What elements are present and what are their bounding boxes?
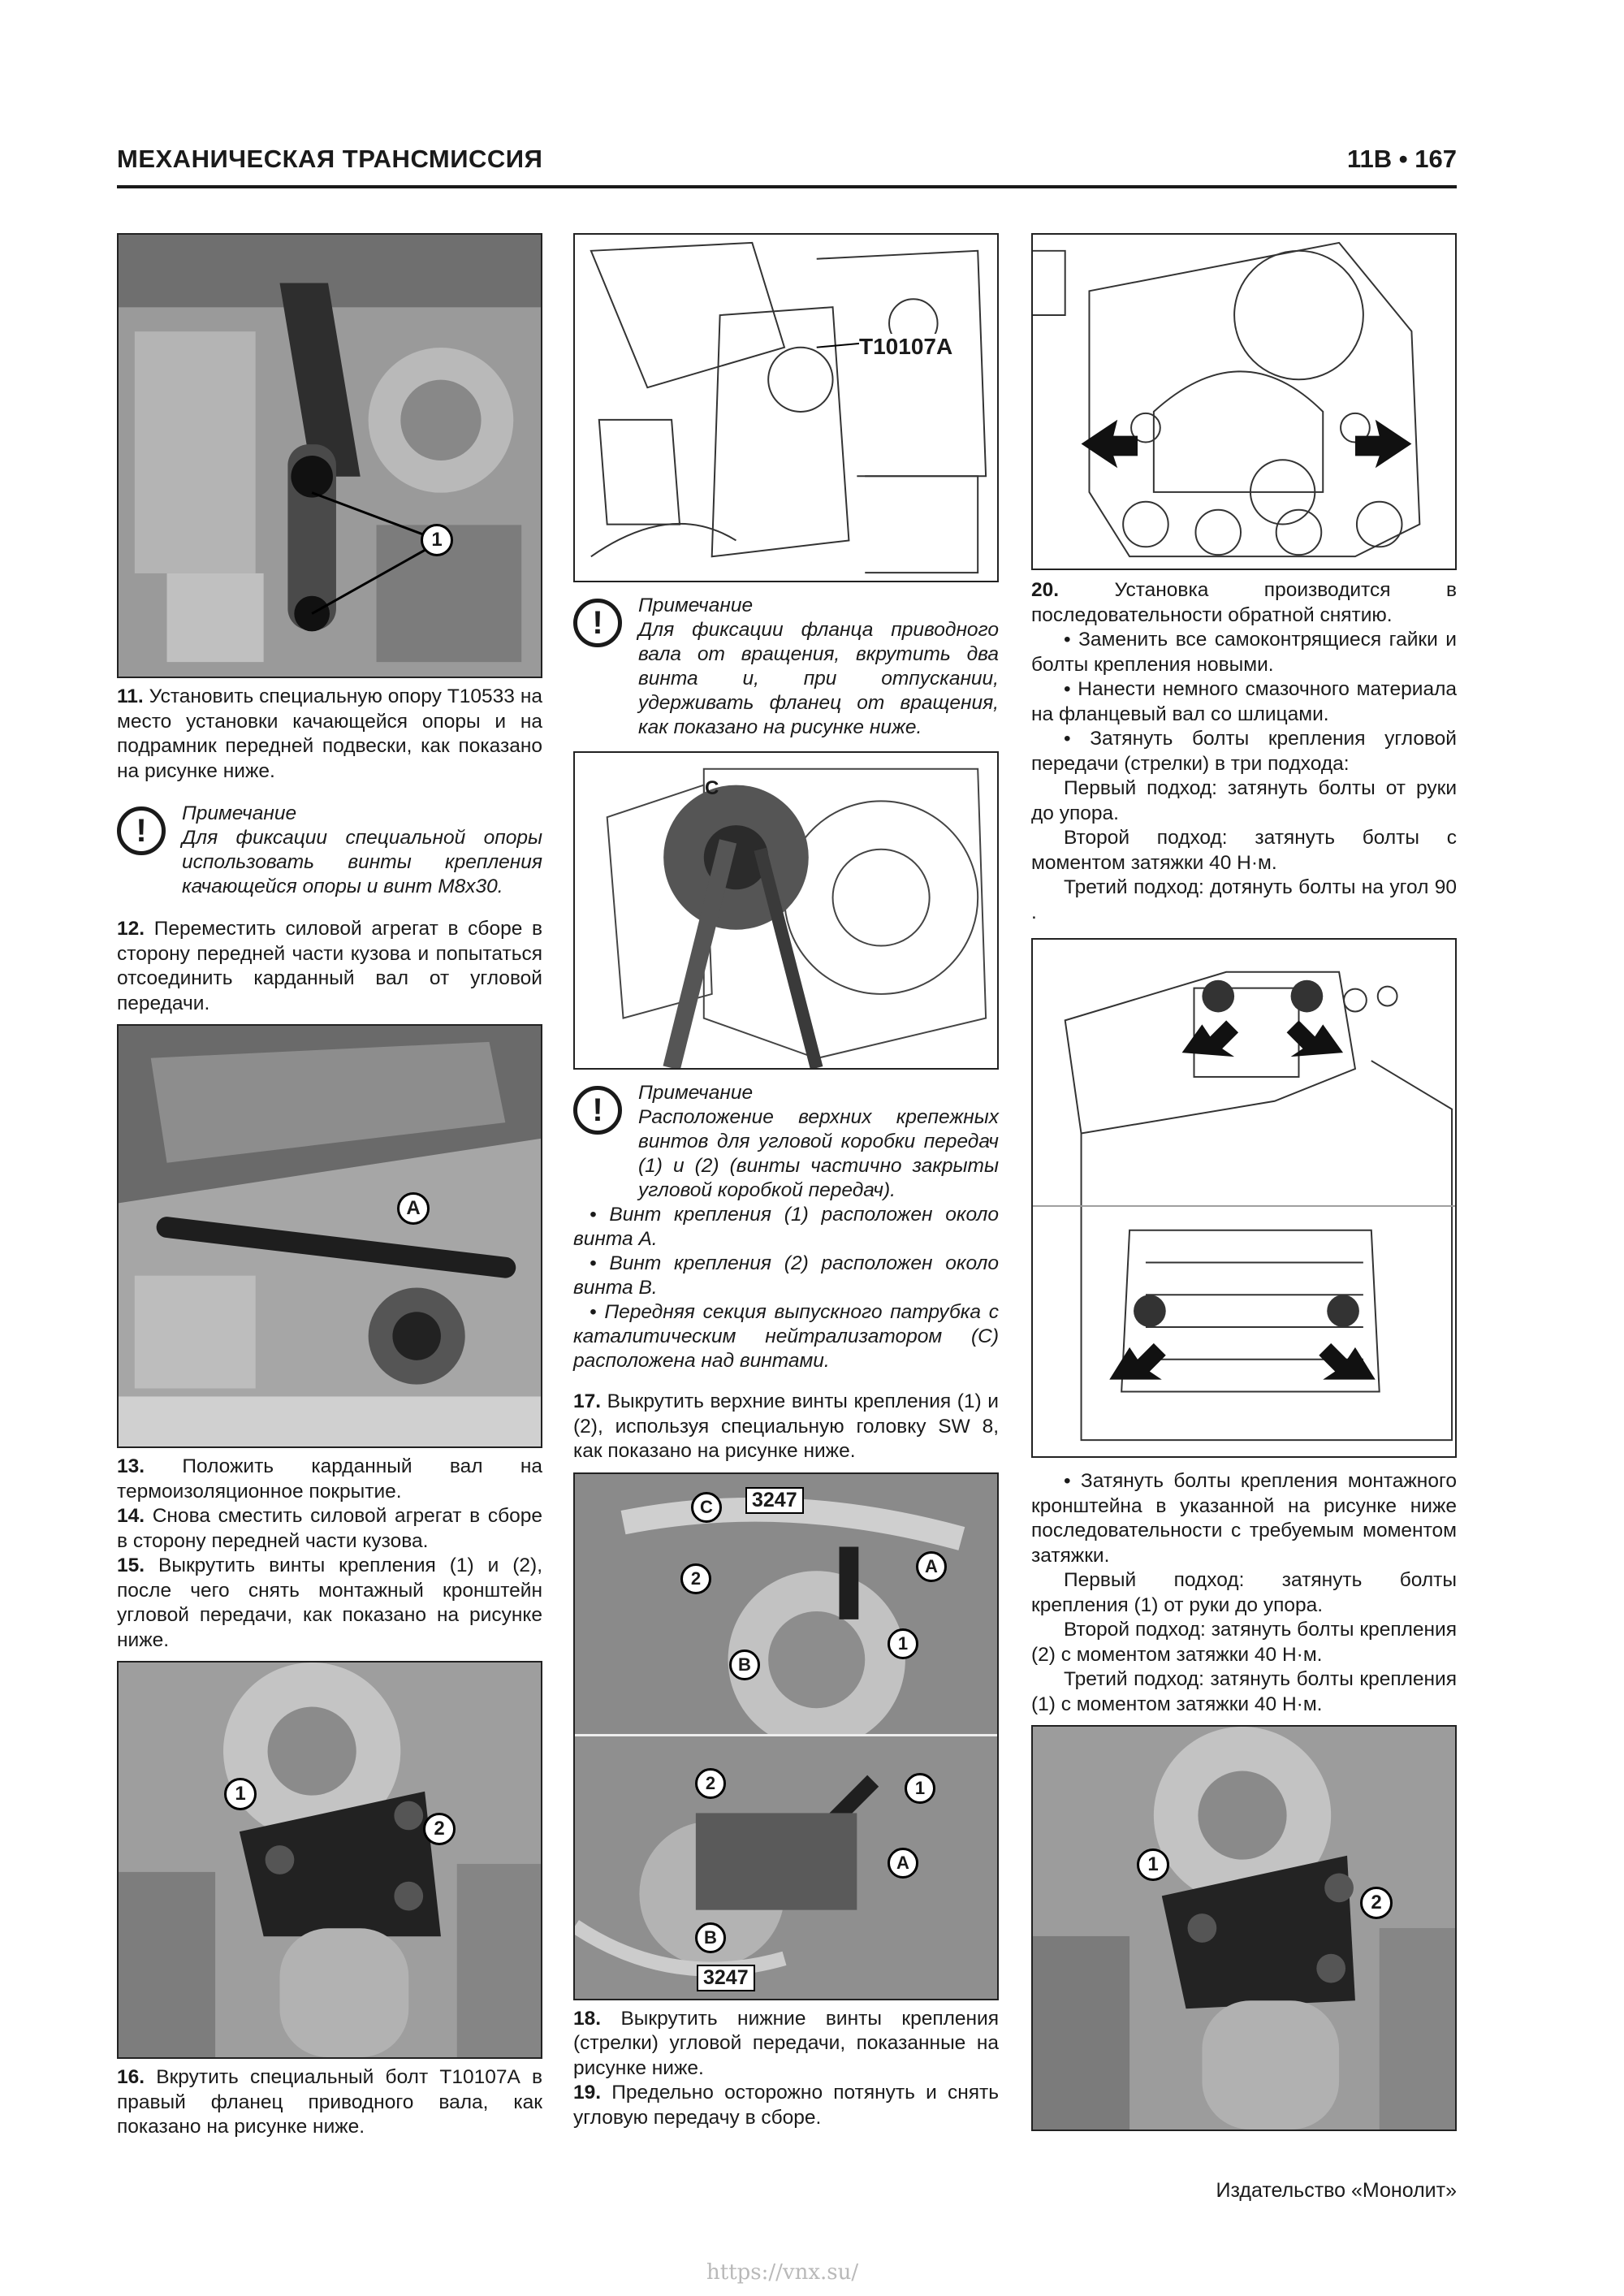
callout-2: 2 (680, 1563, 711, 1594)
header-rule (117, 185, 1457, 188)
step-19: 19. Предельно осторожно потянуть и снять угловую передачу в сборе. (573, 2082, 999, 2129)
callout-a: A (916, 1551, 947, 1582)
callout-1: 1 (1137, 1848, 1169, 1881)
note-1 (117, 802, 542, 899)
callout-c: C (705, 777, 719, 799)
step-12: 12. Переместить силовой агрегат в сборе в сторону передней части кузова и попытаться отсоединить карданный вал от угловой передачи. (117, 918, 542, 1014)
note-3 (573, 1081, 999, 1373)
callout-b: B (695, 1922, 726, 1953)
callout-a: A (888, 1848, 918, 1879)
note-3-text: Расположение верхних крепежных винтов для угловой коробки передач (1) и (2) (винты частично закрыты угловой коробкой передач). (638, 1106, 999, 1201)
figure-special-bolt (573, 233, 999, 582)
step-20: 20. Установка производится в последовательности обратной снятию. (1031, 579, 1457, 626)
callout-1: 1 (224, 1778, 257, 1810)
step-17: 17. Выкрутить верхние винты крепления (1) и (2), используя специальную головку SW 8, как показано на рисунке ниже. (573, 1390, 999, 1462)
bullet: • Нанести немного смазочного материала на фланцевый вал со шлицами. (1031, 678, 1457, 725)
warning-icon: ! (117, 806, 166, 855)
column-left (117, 233, 542, 2140)
pass-text: Второй подход: затянуть болты крепления (2) с моментом затяжки 40 Н·м. (1031, 1619, 1457, 1666)
figure-flange-hold (573, 751, 999, 1070)
callout-c: C (691, 1492, 722, 1523)
pass-text: Третий подход: затянуть болты крепления (1) с моментом затяжки 40 Н·м. (1031, 1668, 1457, 1715)
bullet: • Затянуть болты крепления угловой передачи (стрелки) в три подхода: (1031, 728, 1457, 775)
note-1-title: Примечание (182, 802, 297, 824)
figure-driveshaft (117, 1024, 542, 1448)
tool-label-t10107a: T10107A (859, 334, 953, 359)
note-3-bullet: • Винт крепления (2) расположен около винта В. (573, 1252, 999, 1299)
note-1-text: Для фиксации специальной опоры использовать винты крепления качающейся опоры и винт М8х30. (182, 827, 542, 897)
note-2 (573, 594, 999, 740)
bullet: • Заменить все самоконтрящиеся гайки и болты крепления новыми. (1031, 629, 1457, 676)
pass-text: Первый подход: затянуть болты от руки до упора. (1031, 777, 1457, 824)
pass-text: Третий подход: дотянуть болты на угол 90 . (1031, 876, 1457, 923)
publisher: Издательство «Монолит» (1216, 2179, 1457, 2202)
callout-2: 2 (695, 1768, 726, 1799)
step-11: 11. Установить специальную опору Т10533 на место установки качающейся опоры и на подрамник передней подвески, как показано на рисунке ниже. (117, 685, 543, 782)
note-2-title: Примечание (638, 595, 754, 616)
note-3-bullet: • Передняя секция выпускного патрубка с каталитическим нейтрализатором (С) расположена над винтами. (573, 1301, 999, 1372)
callout-1: 1 (421, 524, 453, 556)
figure-lower-bolts (1031, 938, 1457, 1458)
note-3-title: Примечание (638, 1082, 754, 1104)
column-middle (573, 233, 999, 2130)
tool-label-3247: 3247 (697, 1965, 755, 1991)
section-title: МЕХАНИЧЕСКАЯ ТРАНСМИССИЯ (117, 145, 543, 173)
callout-a: A (397, 1192, 430, 1225)
callout-2: 2 (1360, 1887, 1393, 1919)
warning-icon: ! (573, 599, 622, 647)
figure-support-mount (117, 233, 542, 678)
figure-gearbox-arrows (1031, 233, 1457, 570)
page-header (117, 145, 1457, 180)
pass-text: Первый подход: затянуть болты крепления (1) от руки до упора. (1031, 1569, 1457, 1616)
callout-1: 1 (905, 1773, 935, 1804)
note-2-text: Для фиксации фланца приводного вала от вращения, вкрутить два винта и, при отпускании, удерживать фланец от вращения, как показано на рисунке ниже. (638, 619, 999, 738)
step-14: 14. Снова сместить силовой агрегат в сборе в сторону передней части кузова. (117, 1505, 542, 1552)
page-number: 11B • 167 (1347, 145, 1457, 173)
step-13: 13. Положить карданный вал на термоизоляционное покрытие. (117, 1455, 543, 1503)
figure-sw8-socket (573, 1472, 999, 2000)
callout-b: B (729, 1650, 760, 1680)
watermark: https://vnx.su/ (706, 2260, 859, 2285)
callout-2: 2 (423, 1813, 456, 1845)
step-16: 16. Вкрутить специальный болт Т10107А в правый фланец приводного вала, как показано на рисунке ниже. (117, 2066, 542, 2138)
tool-label-3247: 3247 (745, 1487, 804, 1514)
callout-1: 1 (888, 1628, 918, 1659)
column-right (1031, 233, 1457, 2131)
bullet: • Затянуть болты крепления монтажного кронштейна в указанной на рисунке ниже последовательности с требуемым моментом затяжки. (1031, 1470, 1457, 1567)
warning-icon: ! (573, 1086, 622, 1135)
step-18: 18. Выкрутить нижние винты крепления (стрелки) угловой передачи, показанные на рисунке ниже. (573, 2007, 999, 2079)
step-15: 15. Выкрутить винты крепления (1) и (2), после чего снять монтажный кронштейн угловой передачи, как показано на рисунке ниже. (117, 1554, 542, 1651)
pass-text: Второй подход: затянуть болты с моментом затяжки 40 Н·м. (1031, 827, 1457, 874)
note-3-bullet: • Винт крепления (1) расположен около винта А. (573, 1204, 999, 1250)
figure-bracket-sequence (1031, 1725, 1457, 2131)
figure-bracket-removal (117, 1661, 542, 2059)
